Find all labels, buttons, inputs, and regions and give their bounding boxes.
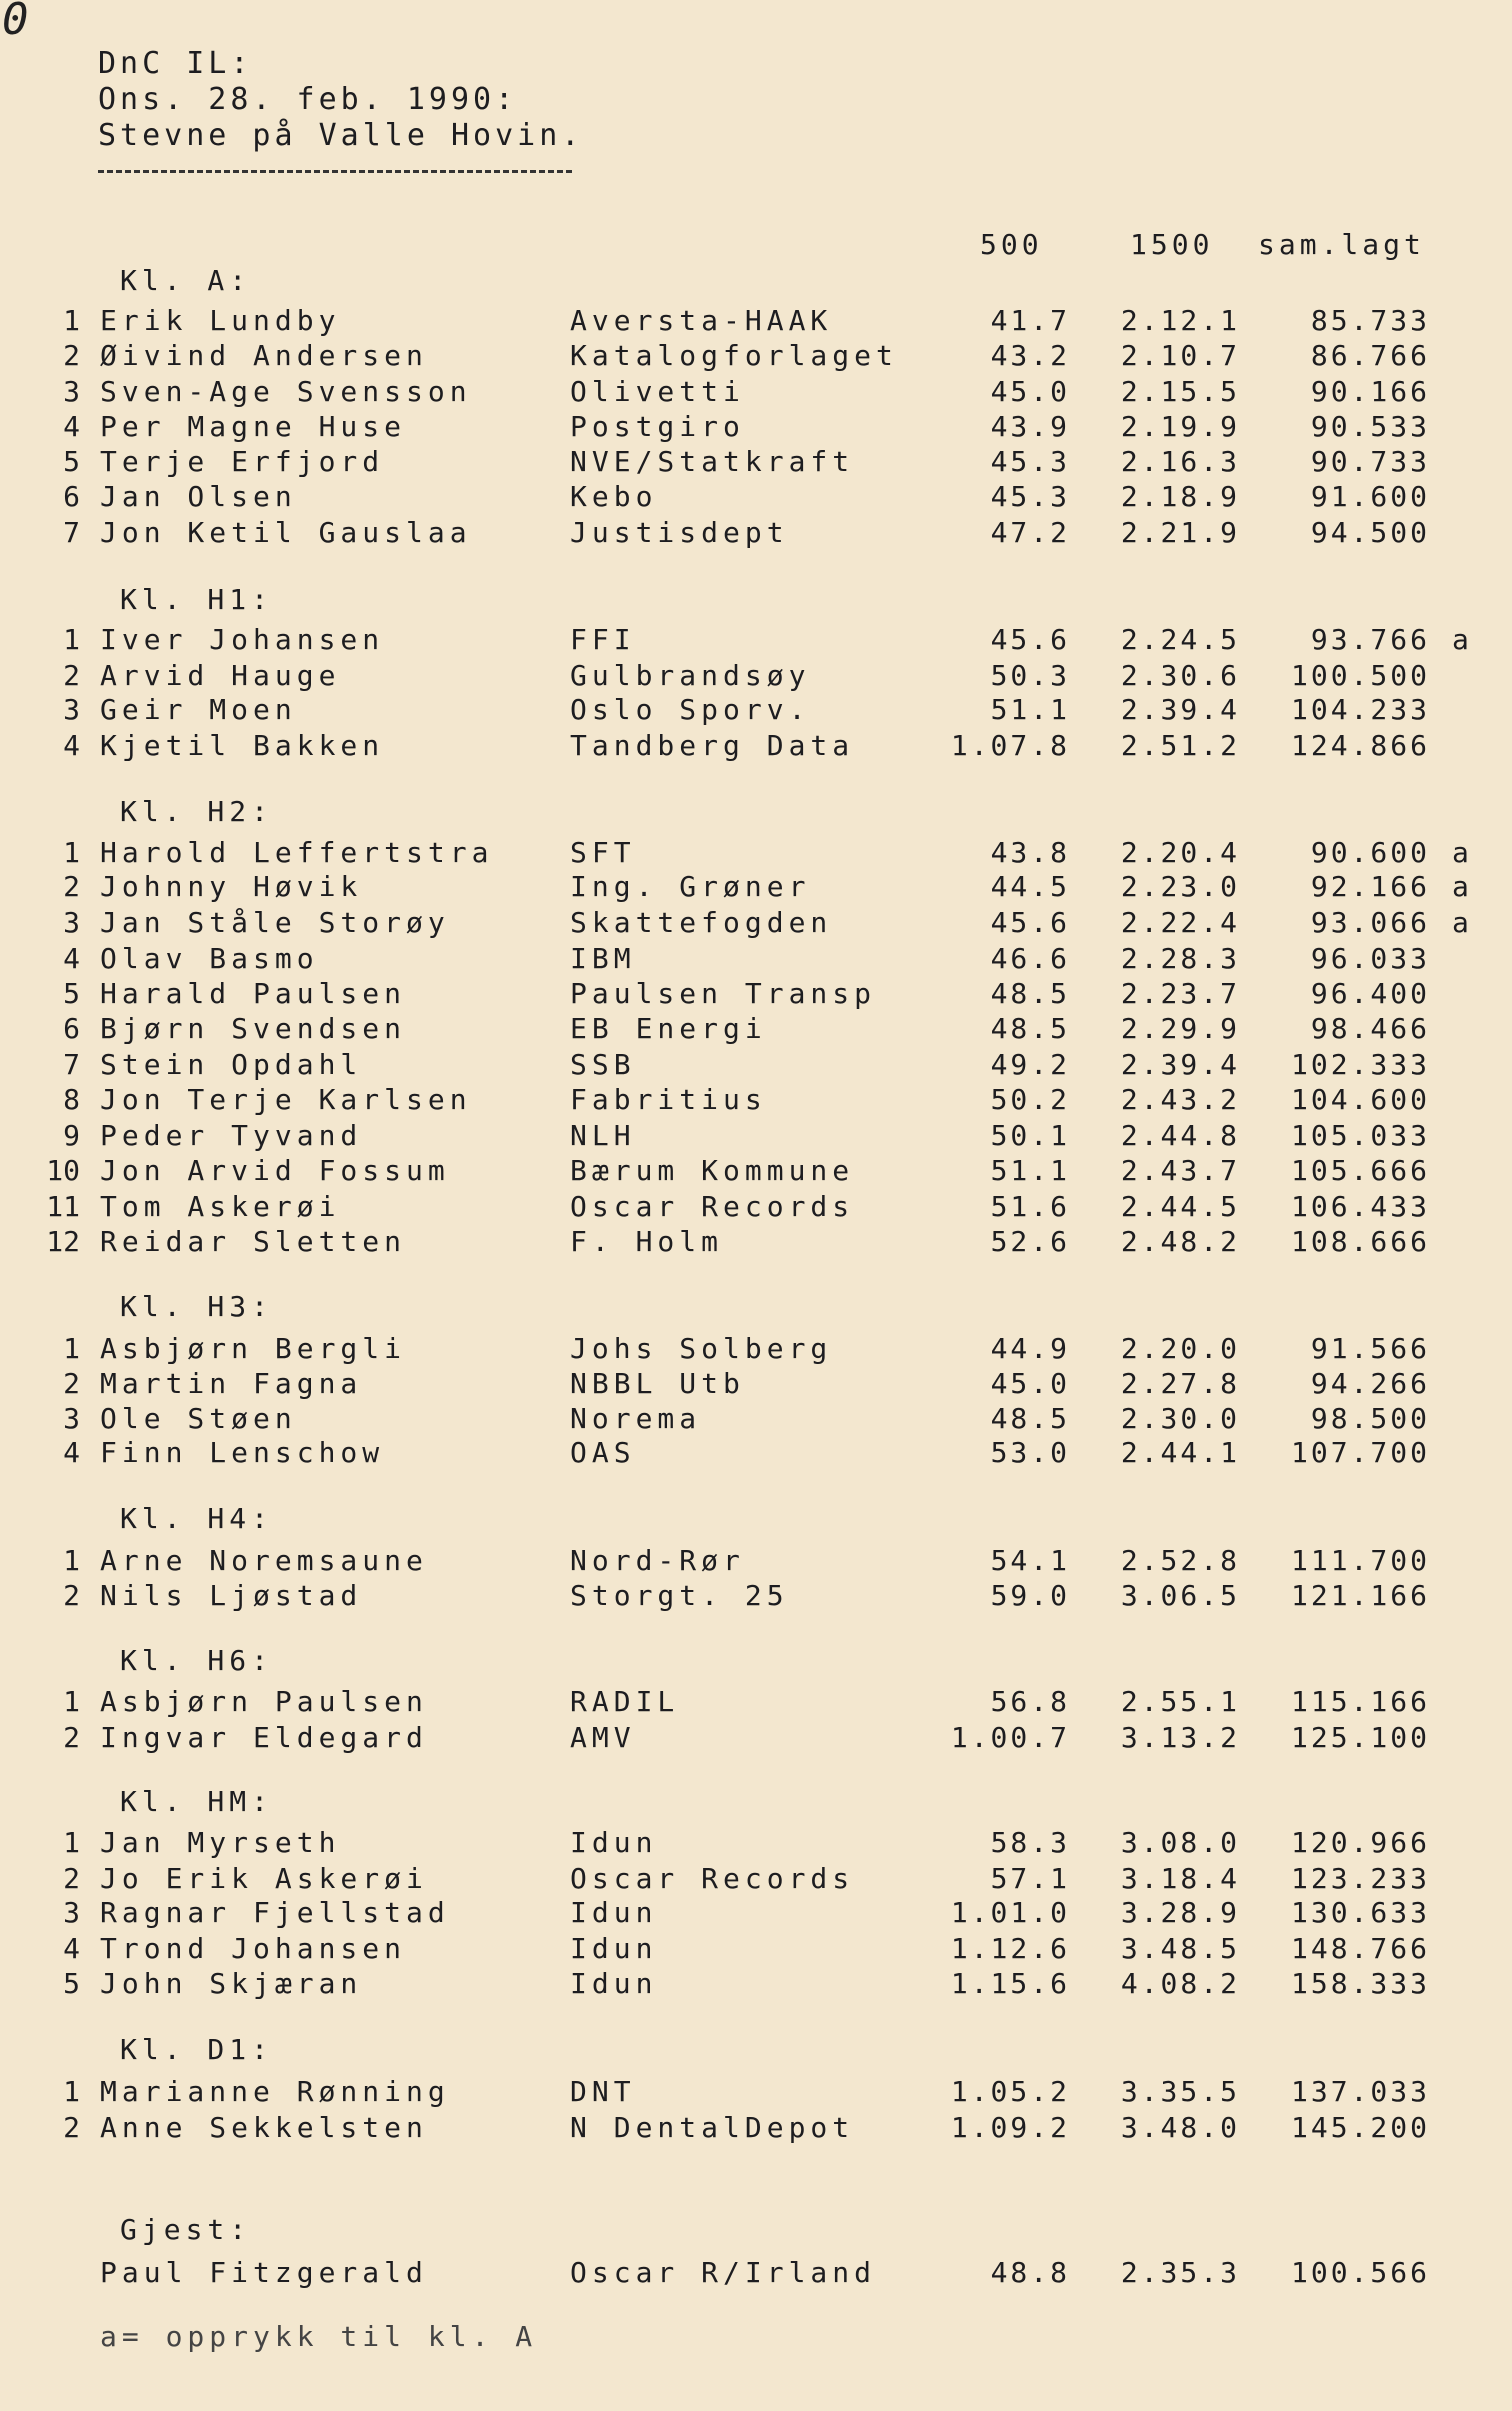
total-points: 105.033 xyxy=(1290,1119,1430,1152)
club-name-cell: Johs Solberg xyxy=(570,1332,833,1365)
athlete-name: Ole Støen xyxy=(100,1402,297,1435)
total-points: 158.333 xyxy=(1290,1967,1430,2000)
time-500: 48.5 xyxy=(990,977,1070,1010)
total-points: 90.600 xyxy=(1310,836,1430,869)
column-header-total: sam.lagt xyxy=(1258,228,1425,261)
athlete-name: Olav Basmo xyxy=(100,942,319,975)
time-1500: 3.48.0 xyxy=(1120,2111,1240,2144)
time-500: 58.3 xyxy=(990,1826,1070,1859)
time-1500: 2.21.9 xyxy=(1120,516,1240,549)
total-points: 90.733 xyxy=(1310,445,1430,478)
club-name-cell: NLH xyxy=(570,1119,636,1152)
athlete-name: Harald Paulsen xyxy=(100,977,407,1010)
result-row xyxy=(0,836,1512,870)
time-500: 1.00.7 xyxy=(950,1721,1070,1754)
time-1500: 2.30.6 xyxy=(1120,659,1240,692)
promotion-note: a xyxy=(1452,906,1469,939)
time-500: 44.9 xyxy=(990,1332,1070,1365)
time-1500: 3.08.0 xyxy=(1120,1826,1240,1859)
athlete-name: Reidar Sletten xyxy=(100,1225,407,1258)
total-points: 115.166 xyxy=(1290,1685,1430,1718)
total-points: 98.500 xyxy=(1310,1402,1430,1435)
result-row xyxy=(0,516,1512,550)
time-500: 50.2 xyxy=(990,1083,1070,1116)
class-heading: Kl. H6: xyxy=(120,1644,274,1677)
result-row xyxy=(0,2111,1512,2145)
time-500: 48.8 xyxy=(990,2256,1070,2289)
time-1500: 2.44.8 xyxy=(1120,1119,1240,1152)
time-1500: 2.43.7 xyxy=(1120,1154,1240,1187)
class-heading: Kl. H2: xyxy=(120,795,274,828)
club-name-cell: DNT xyxy=(570,2075,636,2108)
total-points: 130.633 xyxy=(1290,1896,1430,1929)
club-name-cell: Postgiro xyxy=(570,410,745,443)
result-row xyxy=(0,659,1512,693)
time-1500: 2.24.5 xyxy=(1120,623,1240,656)
time-500: 43.8 xyxy=(990,836,1070,869)
result-row xyxy=(0,1402,1512,1436)
time-1500: 2.44.1 xyxy=(1120,1436,1240,1469)
time-1500: 2.35.3 xyxy=(1120,2256,1240,2289)
time-1500: 2.43.2 xyxy=(1120,1083,1240,1116)
time-1500: 2.12.1 xyxy=(1120,304,1240,337)
athlete-name: Jon Terje Karlsen xyxy=(100,1083,472,1116)
time-500: 57.1 xyxy=(990,1862,1070,1895)
rank-cell: 1 xyxy=(63,2075,80,2108)
time-500: 1.09.2 xyxy=(950,2111,1070,2144)
athlete-name: Ragnar Fjellstad xyxy=(100,1896,450,1929)
header-underline xyxy=(98,170,572,173)
rank-cell: 7 xyxy=(63,516,80,549)
athlete-name: John Skjæran xyxy=(100,1967,363,2000)
club-name-cell: Fabritius xyxy=(570,1083,767,1116)
total-points: 108.666 xyxy=(1290,1225,1430,1258)
result-row xyxy=(0,1579,1512,1613)
athlete-name: Jan Ståle Storøy xyxy=(100,906,450,939)
athlete-name: Erik Lundby xyxy=(100,304,341,337)
result-row xyxy=(0,1012,1512,1046)
club-name-cell: OAS xyxy=(570,1436,636,1469)
time-1500: 2.27.8 xyxy=(1120,1367,1240,1400)
time-1500: 2.44.5 xyxy=(1120,1190,1240,1223)
club-name-cell: Skattefogden xyxy=(570,906,833,939)
time-500: 49.2 xyxy=(990,1048,1070,1081)
total-points: 137.033 xyxy=(1290,2075,1430,2108)
rank-cell: 2 xyxy=(63,1721,80,1754)
rank-cell: 1 xyxy=(63,1826,80,1859)
rank-cell: 10 xyxy=(46,1154,80,1187)
rank-cell: 1 xyxy=(63,1544,80,1577)
promotion-note: a xyxy=(1452,870,1469,903)
class-heading: Kl. D1: xyxy=(120,2033,274,2066)
time-1500: 2.18.9 xyxy=(1120,480,1240,513)
club-name-cell: RADIL xyxy=(570,1685,680,1718)
time-500: 50.1 xyxy=(990,1119,1070,1152)
result-row xyxy=(0,1083,1512,1117)
class-heading: Kl. H3: xyxy=(120,1290,274,1323)
time-500: 45.3 xyxy=(990,480,1070,513)
time-500: 47.2 xyxy=(990,516,1070,549)
corner-handwritten-mark: 0 xyxy=(2,0,29,45)
time-500: 45.0 xyxy=(990,1367,1070,1400)
time-1500: 2.48.2 xyxy=(1120,1225,1240,1258)
time-1500: 4.08.2 xyxy=(1120,1967,1240,2000)
total-points: 107.700 xyxy=(1290,1436,1430,1469)
result-row xyxy=(0,1367,1512,1401)
result-row xyxy=(0,1190,1512,1224)
total-points: 91.600 xyxy=(1310,480,1430,513)
rank-cell: 2 xyxy=(63,1367,80,1400)
athlete-name: Arvid Hauge xyxy=(100,659,341,692)
event-date: Ons. 28. feb. 1990: xyxy=(98,82,518,117)
rank-cell: 1 xyxy=(63,1685,80,1718)
result-row xyxy=(0,445,1512,479)
time-1500: 2.55.1 xyxy=(1120,1685,1240,1718)
result-row xyxy=(0,1048,1512,1082)
time-500: 54.1 xyxy=(990,1544,1070,1577)
time-500: 45.6 xyxy=(990,623,1070,656)
rank-cell: 8 xyxy=(63,1083,80,1116)
time-500: 48.5 xyxy=(990,1012,1070,1045)
time-1500: 2.20.4 xyxy=(1120,836,1240,869)
result-row xyxy=(0,870,1512,904)
result-row xyxy=(0,1932,1512,1966)
rank-cell: 3 xyxy=(63,1402,80,1435)
rank-cell: 3 xyxy=(63,1896,80,1929)
total-points: 90.166 xyxy=(1310,375,1430,408)
club-name-cell: FFI xyxy=(570,623,636,656)
total-points: 91.566 xyxy=(1310,1332,1430,1365)
class-heading: Kl. H4: xyxy=(120,1502,274,1535)
total-points: 145.200 xyxy=(1290,2111,1430,2144)
club-name-cell: Paulsen Transp xyxy=(570,977,877,1010)
result-row xyxy=(0,2075,1512,2109)
time-1500: 2.23.7 xyxy=(1120,977,1240,1010)
time-1500: 3.18.4 xyxy=(1120,1862,1240,1895)
rank-cell: 5 xyxy=(63,445,80,478)
time-500: 50.3 xyxy=(990,659,1070,692)
rank-cell: 2 xyxy=(63,1579,80,1612)
time-1500: 3.35.5 xyxy=(1120,2075,1240,2108)
event-venue: Stevne på Valle Hovin. xyxy=(98,118,584,153)
club-name-cell: Kebo xyxy=(570,480,658,513)
total-points: 93.066 xyxy=(1310,906,1430,939)
club-name: DnC IL: xyxy=(98,46,253,81)
column-header-1500: 1500 xyxy=(1130,228,1214,261)
result-row xyxy=(0,1685,1512,1719)
rank-cell: 7 xyxy=(63,1048,80,1081)
total-points: 85.733 xyxy=(1310,304,1430,337)
time-500: 51.1 xyxy=(990,1154,1070,1187)
club-name-cell: Idun xyxy=(570,1967,658,2000)
result-row xyxy=(0,2256,1512,2290)
class-heading: Kl. HM: xyxy=(120,1785,274,1818)
rank-cell: 4 xyxy=(63,410,80,443)
time-500: 52.6 xyxy=(990,1225,1070,1258)
result-row xyxy=(0,977,1512,1011)
club-name-cell: Idun xyxy=(570,1932,658,1965)
total-points: 111.700 xyxy=(1290,1544,1430,1577)
club-name-cell: Ing. Grøner xyxy=(570,870,811,903)
time-1500: 2.23.0 xyxy=(1120,870,1240,903)
result-row xyxy=(0,906,1512,940)
club-name-cell: F. Holm xyxy=(570,1225,724,1258)
time-500: 41.7 xyxy=(990,304,1070,337)
column-header-500: 500 xyxy=(980,228,1043,261)
club-name-cell: Norema xyxy=(570,1402,702,1435)
total-points: 94.266 xyxy=(1310,1367,1430,1400)
club-name-cell: Storgt. 25 xyxy=(570,1579,789,1612)
athlete-name: Trond Johansen xyxy=(100,1932,407,1965)
club-name-cell: NVE/Statkraft xyxy=(570,445,855,478)
club-name-cell: N DentalDepot xyxy=(570,2111,855,2144)
rank-cell: 6 xyxy=(63,480,80,513)
result-row xyxy=(0,1721,1512,1755)
athlete-name: Jan Olsen xyxy=(100,480,297,513)
result-row xyxy=(0,480,1512,514)
athlete-name: Marianne Rønning xyxy=(100,2075,450,2108)
total-points: 105.666 xyxy=(1290,1154,1430,1187)
rank-cell: 4 xyxy=(63,1932,80,1965)
time-1500: 2.10.7 xyxy=(1120,339,1240,372)
time-1500: 3.13.2 xyxy=(1120,1721,1240,1754)
club-name-cell: Idun xyxy=(570,1896,658,1929)
athlete-name: Stein Opdahl xyxy=(100,1048,363,1081)
time-1500: 2.52.8 xyxy=(1120,1544,1240,1577)
club-name-cell: Oscar Records xyxy=(570,1862,855,1895)
result-row xyxy=(0,1826,1512,1860)
result-row xyxy=(0,1332,1512,1366)
time-500: 1.01.0 xyxy=(950,1896,1070,1929)
rank-cell: 2 xyxy=(63,659,80,692)
result-row xyxy=(0,1544,1512,1578)
time-1500: 2.51.2 xyxy=(1120,729,1240,762)
rank-cell: 4 xyxy=(63,942,80,975)
rank-cell: 5 xyxy=(63,977,80,1010)
club-name-cell: SFT xyxy=(570,836,636,869)
time-1500: 2.39.4 xyxy=(1120,693,1240,726)
club-name-cell: Justisdept xyxy=(570,516,789,549)
time-1500: 2.16.3 xyxy=(1120,445,1240,478)
time-500: 59.0 xyxy=(990,1579,1070,1612)
total-points: 92.166 xyxy=(1310,870,1430,903)
result-row xyxy=(0,410,1512,444)
result-row xyxy=(0,304,1512,338)
club-name-cell: Bærum Kommune xyxy=(570,1154,855,1187)
time-500: 44.5 xyxy=(990,870,1070,903)
athlete-name: Tom Askerøi xyxy=(100,1190,341,1223)
time-1500: 2.15.5 xyxy=(1120,375,1240,408)
club-name-cell: AMV xyxy=(570,1721,636,1754)
athlete-name: Finn Lenschow xyxy=(100,1436,385,1469)
time-1500: 2.28.3 xyxy=(1120,942,1240,975)
result-row xyxy=(0,375,1512,409)
class-heading: Gjest: xyxy=(120,2213,252,2246)
athlete-name: Peder Tyvand xyxy=(100,1119,363,1152)
athlete-name: Terje Erfjord xyxy=(100,445,385,478)
total-points: 96.033 xyxy=(1310,942,1430,975)
result-row xyxy=(0,1119,1512,1153)
rank-cell: 6 xyxy=(63,1012,80,1045)
total-points: 93.766 xyxy=(1310,623,1430,656)
rank-cell: 11 xyxy=(46,1190,80,1223)
athlete-name: Arne Noremsaune xyxy=(100,1544,428,1577)
result-row xyxy=(0,623,1512,657)
total-points: 90.533 xyxy=(1310,410,1430,443)
total-points: 124.866 xyxy=(1290,729,1430,762)
athlete-name: Kjetil Bakken xyxy=(100,729,385,762)
athlete-name: Sven-Age Svensson xyxy=(100,375,472,408)
total-points: 94.500 xyxy=(1310,516,1430,549)
time-500: 1.07.8 xyxy=(950,729,1070,762)
athlete-name: Per Magne Huse xyxy=(100,410,407,443)
rank-cell: 3 xyxy=(63,906,80,939)
club-name-cell: Tandberg Data xyxy=(570,729,855,762)
rank-cell: 1 xyxy=(63,1332,80,1365)
time-500: 45.0 xyxy=(990,375,1070,408)
class-heading: Kl. H1: xyxy=(120,583,274,616)
total-points: 125.100 xyxy=(1290,1721,1430,1754)
result-row xyxy=(0,1225,1512,1259)
time-500: 51.1 xyxy=(990,693,1070,726)
athlete-name: Geir Moen xyxy=(100,693,297,726)
time-1500: 2.29.9 xyxy=(1120,1012,1240,1045)
club-name-cell: Olivetti xyxy=(570,375,745,408)
time-1500: 2.39.4 xyxy=(1120,1048,1240,1081)
time-500: 53.0 xyxy=(990,1436,1070,1469)
rank-cell: 2 xyxy=(63,2111,80,2144)
result-row xyxy=(0,693,1512,727)
result-row xyxy=(0,339,1512,373)
total-points: 98.466 xyxy=(1310,1012,1430,1045)
result-row xyxy=(0,942,1512,976)
time-1500: 2.22.4 xyxy=(1120,906,1240,939)
athlete-name: Jon Arvid Fossum xyxy=(100,1154,450,1187)
rank-cell: 2 xyxy=(63,339,80,372)
total-points: 104.600 xyxy=(1290,1083,1430,1116)
athlete-name: Paul Fitzgerald xyxy=(100,2256,428,2289)
time-1500: 3.48.5 xyxy=(1120,1932,1240,1965)
rank-cell: 2 xyxy=(63,870,80,903)
athlete-name: Jo Erik Askerøi xyxy=(100,1862,428,1895)
promotion-note: a xyxy=(1452,836,1469,869)
result-row xyxy=(0,1436,1512,1470)
club-name-cell: NBBL Utb xyxy=(570,1367,745,1400)
time-500: 56.8 xyxy=(990,1685,1070,1718)
total-points: 86.766 xyxy=(1310,339,1430,372)
athlete-name: Anne Sekkelsten xyxy=(100,2111,428,2144)
time-1500: 3.06.5 xyxy=(1120,1579,1240,1612)
club-name-cell: Oslo Sporv. xyxy=(570,693,811,726)
club-name-cell: EB Energi xyxy=(570,1012,767,1045)
rank-cell: 2 xyxy=(63,1862,80,1895)
club-name-cell: Oscar R/Irland xyxy=(570,2256,877,2289)
club-name-cell: Idun xyxy=(570,1826,658,1859)
time-500: 45.3 xyxy=(990,445,1070,478)
rank-cell: 1 xyxy=(63,304,80,337)
total-points: 100.566 xyxy=(1290,2256,1430,2289)
rank-cell: 3 xyxy=(63,375,80,408)
athlete-name: Nils Ljøstad xyxy=(100,1579,363,1612)
time-1500: 2.19.9 xyxy=(1120,410,1240,443)
athlete-name: Asbjørn Paulsen xyxy=(100,1685,428,1718)
club-name-cell: Katalogforlaget xyxy=(570,339,898,372)
result-row xyxy=(0,729,1512,763)
club-name-cell: IBM xyxy=(570,942,636,975)
rank-cell: 4 xyxy=(63,729,80,762)
total-points: 100.500 xyxy=(1290,659,1430,692)
club-name-cell: Aversta-HAAK xyxy=(570,304,833,337)
athlete-name: Asbjørn Bergli xyxy=(100,1332,407,1365)
total-points: 120.966 xyxy=(1290,1826,1430,1859)
total-points: 102.333 xyxy=(1290,1048,1430,1081)
total-points: 96.400 xyxy=(1310,977,1430,1010)
athlete-name: Iver Johansen xyxy=(100,623,385,656)
footnote: a= opprykk til kl. A xyxy=(100,2320,538,2353)
athlete-name: Johnny Høvik xyxy=(100,870,363,903)
athlete-name: Harold Leffertstra xyxy=(100,836,494,869)
time-500: 1.12.6 xyxy=(950,1932,1070,1965)
result-row xyxy=(0,1862,1512,1896)
result-row xyxy=(0,1896,1512,1930)
time-500: 43.9 xyxy=(990,410,1070,443)
promotion-note: a xyxy=(1452,623,1469,656)
rank-cell: 1 xyxy=(63,623,80,656)
club-name-cell: SSB xyxy=(570,1048,636,1081)
time-500: 48.5 xyxy=(990,1402,1070,1435)
rank-cell: 4 xyxy=(63,1436,80,1469)
athlete-name: Ingvar Eldegard xyxy=(100,1721,428,1754)
rank-cell: 12 xyxy=(46,1225,80,1258)
club-name-cell: Nord-Rør xyxy=(570,1544,745,1577)
total-points: 123.233 xyxy=(1290,1862,1430,1895)
time-500: 43.2 xyxy=(990,339,1070,372)
total-points: 148.766 xyxy=(1290,1932,1430,1965)
total-points: 106.433 xyxy=(1290,1190,1430,1223)
athlete-name: Øivind Andersen xyxy=(100,339,428,372)
time-500: 1.15.6 xyxy=(950,1967,1070,2000)
result-row xyxy=(0,1967,1512,2001)
total-points: 104.233 xyxy=(1290,693,1430,726)
rank-cell: 1 xyxy=(63,836,80,869)
athlete-name: Jan Myrseth xyxy=(100,1826,341,1859)
time-500: 45.6 xyxy=(990,906,1070,939)
time-500: 51.6 xyxy=(990,1190,1070,1223)
rank-cell: 5 xyxy=(63,1967,80,2000)
athlete-name: Bjørn Svendsen xyxy=(100,1012,407,1045)
athlete-name: Jon Ketil Gauslaa xyxy=(100,516,472,549)
rank-cell: 9 xyxy=(63,1119,80,1152)
time-1500: 2.20.0 xyxy=(1120,1332,1240,1365)
time-500: 46.6 xyxy=(990,942,1070,975)
athlete-name: Martin Fagna xyxy=(100,1367,363,1400)
club-name-cell: Oscar Records xyxy=(570,1190,855,1223)
class-heading: Kl. A: xyxy=(120,264,252,297)
time-1500: 3.28.9 xyxy=(1120,1896,1240,1929)
time-1500: 2.30.0 xyxy=(1120,1402,1240,1435)
club-name-cell: Gulbrandsøy xyxy=(570,659,811,692)
time-500: 1.05.2 xyxy=(950,2075,1070,2108)
result-row xyxy=(0,1154,1512,1188)
total-points: 121.166 xyxy=(1290,1579,1430,1612)
rank-cell: 3 xyxy=(63,693,80,726)
